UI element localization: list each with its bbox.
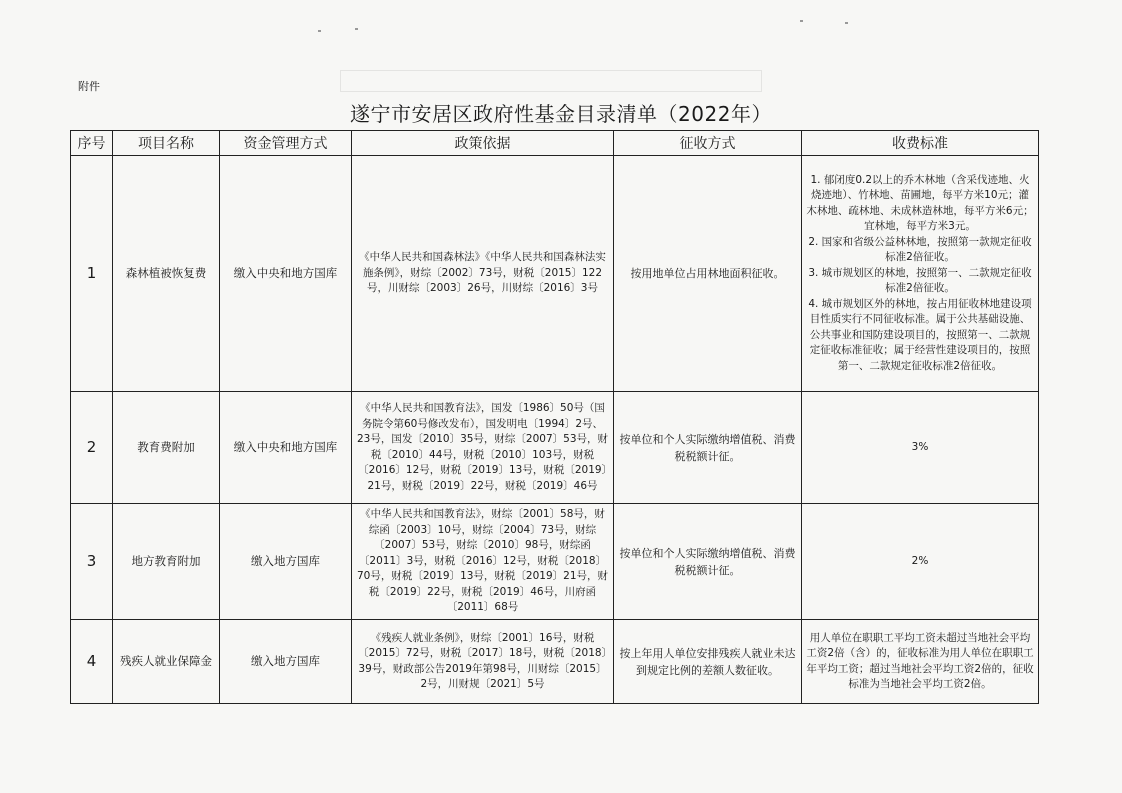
header-standard: 收费标准 (802, 131, 1039, 156)
row-method: 按单位和个人实际缴纳增值税、消费税税额计征。 (614, 392, 802, 504)
standard-item: 4. 城市规划区外的林地，按占用征收林地建设项目性质实行不同征收标准。属于公共基础设施、公共事业和国防建设项目的，按照第一、二款规定征收标准征收；属于经营性建设项目的，按照第一、二款规定征收标准2倍征收。 (808, 297, 1032, 372)
row-method: 按用地单位占用林地面积征收。 (614, 156, 802, 392)
row-standard: 3% (802, 392, 1039, 504)
row-standard: 用人单位在职职工平均工资未超过当地社会平均工资2倍（含）的，征收标准为用人单位在职职工年平均工资；超过当地社会平均工资2倍的，征收标准为当地社会平均工资2倍。 (802, 620, 1039, 704)
header-seq: 序号 (71, 131, 113, 156)
row-name: 地方教育附加 (113, 504, 220, 620)
row-method: 按单位和个人实际缴纳增值税、消费税税额计征。 (614, 504, 802, 620)
row-policy: 《中华人民共和国教育法》，财综〔2001〕58号，财综函〔2003〕10号，财综〔2004〕73号，财综〔2007〕53号，财综〔2010〕98号，财综函〔2011〕3号，财税〔2016〕12号，财税〔2018〕70号，财税〔2019〕13号，财税〔2019〕21号，财税〔2019〕22号，财税〔2019〕46号，川府函〔2011〕68号 (352, 504, 614, 620)
header-mgmt: 资金管理方式 (220, 131, 352, 156)
row-mgmt: 缴入中央和地方国库 (220, 392, 352, 504)
table-row (71, 504, 1039, 620)
document-title: 遂宁市安居区政府性基金目录清单（2022年） (350, 102, 772, 126)
attachment-label: 附件 (78, 80, 100, 93)
table-row (71, 620, 1039, 704)
header-policy: 政策依据 (352, 131, 614, 156)
table-row (71, 156, 1039, 392)
row-policy: 《中华人民共和国森林法》《中华人民共和国森林法实施条例》，财综〔2002〕73号，财税〔2015〕122号，川财综〔2003〕26号，川财综〔2016〕3号 (352, 156, 614, 392)
row-mgmt: 缴入地方国库 (220, 620, 352, 704)
standard-item: 1. 郁闭度0.2以上的乔木林地（含采伐迹地、火烧迹地）、竹林地、苗圃地，每平方米10元；灌木林地、疏林地、未成林造林地，每平方米6元；宜林地，每平方米3元。 (806, 173, 1034, 233)
row-seq: 4 (71, 620, 113, 704)
row-policy: 《中华人民共和国教育法》，国发〔1986〕50号（国务院令第60号修改发布），国发明电〔1994〕2号、23号，国发〔2010〕35号，财综〔2007〕53号，财税〔2010〕44号，财税〔2010〕103号，财税〔2016〕12号，财税〔2019〕13号，财税〔2019〕21号，财税〔2019〕22号，财税〔2019〕46号 (352, 392, 614, 504)
scan-speck (318, 30, 321, 32)
table-header-row (71, 131, 1039, 156)
row-seq: 1 (71, 156, 113, 392)
header-name: 项目名称 (113, 131, 220, 156)
standard-item: 2. 国家和省级公益林林地，按照第一款规定征收标准2倍征收。 (808, 235, 1032, 264)
scan-speck (845, 22, 848, 24)
row-mgmt: 缴入中央和地方国库 (220, 156, 352, 392)
scan-speck (355, 28, 358, 30)
row-name: 残疾人就业保障金 (113, 620, 220, 704)
row-name: 森林植被恢复费 (113, 156, 220, 392)
row-seq: 3 (71, 504, 113, 620)
row-mgmt: 缴入地方国库 (220, 504, 352, 620)
row-standard: 2% (802, 504, 1039, 620)
row-policy: 《残疾人就业条例》，财综〔2001〕16号，财税〔2015〕72号，财税〔2017〕18号，财税〔2018〕39号，财政部公告2019年第98号，川财综〔2015〕2号，川财规〔2021〕5号 (352, 620, 614, 704)
row-seq: 2 (71, 392, 113, 504)
bleed-through-mark (340, 70, 762, 92)
row-name: 教育费附加 (113, 392, 220, 504)
header-method: 征收方式 (614, 131, 802, 156)
fund-catalog-table (70, 130, 1039, 704)
standard-item: 3. 城市规划区的林地，按照第一、二款规定征收标准2倍征收。 (808, 266, 1032, 295)
row-standard (802, 156, 1039, 392)
table-row (71, 392, 1039, 504)
scan-speck (800, 20, 803, 22)
row-method: 按上年用人单位安排残疾人就业未达到规定比例的差额人数征收。 (614, 620, 802, 704)
